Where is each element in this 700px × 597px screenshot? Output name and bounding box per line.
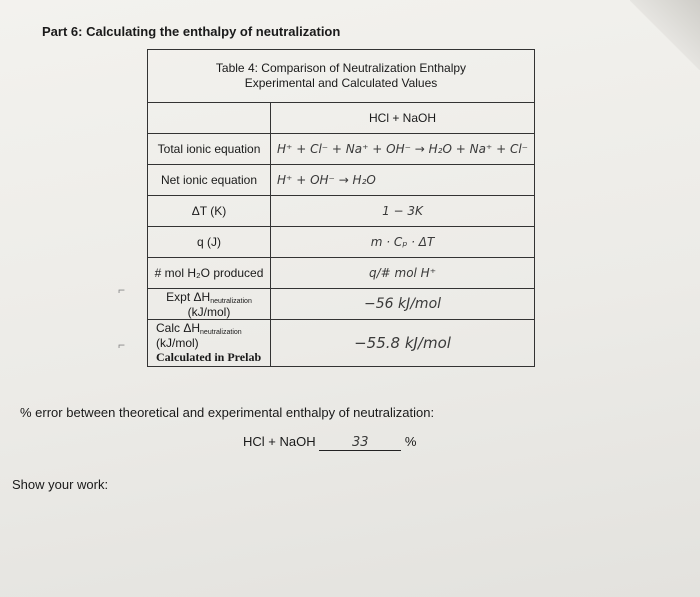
expt-dh-main: Expt ΔH <box>166 289 211 304</box>
calc-dh-main: Calc ΔH <box>156 321 201 335</box>
row-label-net-ionic: Net ionic equation <box>148 165 271 196</box>
row-label-calc-dh <box>148 320 271 367</box>
table-caption <box>148 50 535 103</box>
answer-label: HCl + NaOH <box>243 434 316 449</box>
table-header-row <box>148 103 535 134</box>
row-value-q: m · Cₚ · ΔT <box>271 227 535 258</box>
calc-dh-line2: Calculated in Prelab <box>156 350 262 364</box>
table-caption-line2: Experimental and Calculated Values <box>244 76 438 90</box>
answer-blank[interactable]: 33 <box>319 435 401 451</box>
column-header: HCl + NaOH <box>271 103 535 134</box>
header-blank-cell <box>148 103 271 134</box>
calc-dh-sub: neutralization <box>200 329 242 336</box>
table-caption-line1: Table 4: Comparison of Neutralization Enthalpy <box>215 61 467 75</box>
row-value-calc-dh: −55.8 kJ/mol <box>271 320 535 367</box>
table-caption-row <box>148 50 535 103</box>
table-row <box>148 134 535 165</box>
row-value-mol-h2o: q/# mol H⁺ <box>271 258 535 289</box>
table-row <box>148 258 535 289</box>
row-value-expt-dh: −56 kJ/mol <box>271 289 535 320</box>
row-value-delta-t: 1 − 3K <box>271 196 535 227</box>
answer-unit: % <box>404 434 417 449</box>
table-row <box>148 320 535 367</box>
row-value-total-ionic: H⁺ + Cl⁻ + Na⁺ + OH⁻ → H₂O + Na⁺ + Cl⁻ <box>271 134 535 165</box>
show-work-label: Show your work: <box>12 477 109 492</box>
expt-dh-unit: (kJ/mol) <box>187 304 231 319</box>
row-label-q: q (J) <box>148 227 271 258</box>
part-title: Part 6: Calculating the enthalpy of neutralization <box>42 24 341 39</box>
table-row <box>148 165 535 196</box>
expt-dh-sub: neutralization <box>210 297 252 305</box>
calc-dh-unit: (kJ/mol) <box>156 336 199 350</box>
enthalpy-table <box>147 49 535 367</box>
page-fold <box>630 0 700 70</box>
table-row <box>148 227 535 258</box>
row-label-total-ionic: Total ionic equation <box>148 134 271 165</box>
margin-check-mark: ⌐ <box>118 283 126 297</box>
row-label-expt-dh <box>148 289 271 320</box>
table-row <box>148 196 535 227</box>
percent-error-prompt: % error between theoretical and experimental enthalpy of neutralization: <box>20 405 435 420</box>
row-label-mol-h2o: # mol H₂O produced <box>148 258 271 289</box>
margin-check-mark-2: ⌐ <box>118 338 126 352</box>
row-label-delta-t: ΔT (K) <box>148 196 271 227</box>
table-row <box>148 289 535 320</box>
percent-error-answer <box>243 434 416 451</box>
row-value-net-ionic: H⁺ + OH⁻ → H₂O <box>271 165 535 196</box>
